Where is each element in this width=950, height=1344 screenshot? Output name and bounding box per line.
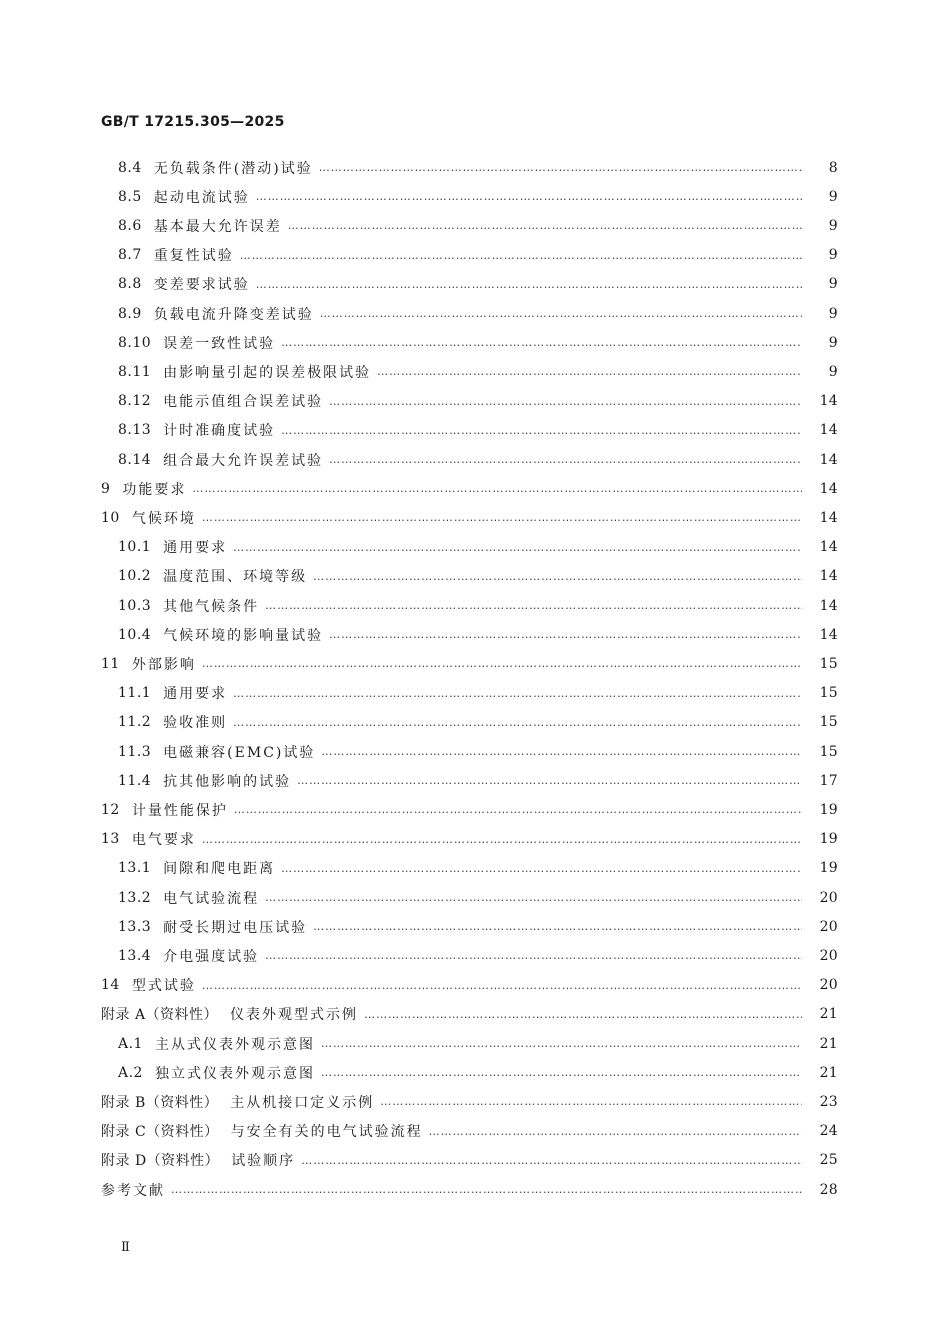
toc-entry-title: 试验顺序: [231, 1153, 296, 1170]
toc-entry-page: 9: [828, 188, 838, 205]
toc-entry-number: 附录 B（资料性）: [101, 1094, 219, 1111]
toc-entry-title: 外部影响: [131, 656, 196, 673]
toc-entry[interactable]: [0, 270, 838, 299]
toc-entry[interactable]: [0, 708, 838, 737]
toc-entry-title: 电气试验流程: [163, 890, 260, 907]
toc-entry-page: 15: [819, 655, 838, 672]
toc-entry-title: 基本最大允许误差: [153, 218, 282, 235]
toc-entry[interactable]: [0, 1000, 838, 1029]
toc-entry-number: 10: [101, 509, 120, 526]
toc-entry-page: 21: [819, 1035, 838, 1052]
toc-entry-page: 14: [819, 422, 838, 439]
toc-entry-page: 19: [819, 831, 838, 848]
toc-entry-number: 8.11: [118, 363, 152, 380]
toc-entry-number: 8.14: [118, 451, 152, 468]
toc-entry[interactable]: [0, 854, 838, 883]
toc-entry-title: 其他气候条件: [163, 598, 260, 615]
toc-entry[interactable]: [0, 1175, 838, 1204]
toc-entry-title: 气候环境: [131, 510, 196, 527]
toc-leader-dots: [265, 599, 802, 612]
toc-entry-page: 14: [819, 480, 838, 497]
toc-entry-number: 11.4: [118, 772, 152, 789]
toc-entry-title: 计量性能保护: [131, 802, 228, 819]
toc-entry-number: 11.2: [118, 714, 152, 731]
toc-entry-title: 计时准确度试验: [163, 423, 276, 440]
toc-entry-title: 误差一致性试验: [163, 335, 276, 352]
toc-leader-dots: [265, 949, 802, 962]
toc-entry-page: 20: [819, 918, 838, 935]
toc-leader-dots: [234, 803, 802, 816]
toc-entry-page: 9: [828, 363, 838, 380]
toc-entry[interactable]: [0, 153, 838, 182]
toc-entry[interactable]: [0, 562, 838, 591]
toc-entry-number: 13: [101, 831, 120, 848]
toc-entry-page: 9: [828, 217, 838, 234]
toc-leader-dots: [288, 219, 802, 232]
toc-entry[interactable]: [0, 649, 838, 678]
toc-leader-dots: [319, 161, 802, 174]
toc-entry-number: 8.7: [118, 247, 142, 264]
toc-entry-title: 无负载条件(潜动)试验: [153, 160, 313, 177]
toc-entry-page: 15: [819, 685, 838, 702]
toc-entry-number: 10.2: [118, 568, 152, 585]
toc-leader-dots: [202, 979, 802, 992]
toc-entry[interactable]: [0, 1146, 838, 1175]
toc-entry[interactable]: [0, 1058, 838, 1087]
toc-entry[interactable]: [0, 503, 838, 532]
toc-entry-number: 13.2: [118, 889, 152, 906]
toc-entry-page: 24: [819, 1123, 838, 1140]
toc-entry[interactable]: [0, 737, 838, 766]
toc-entry-number: 8.10: [118, 334, 152, 351]
toc-leader-dots: [171, 1183, 802, 1196]
toc-entry-number: 11.1: [118, 685, 152, 702]
toc-entry-title: 重复性试验: [153, 248, 234, 265]
toc-entry[interactable]: [0, 766, 838, 795]
toc-entry[interactable]: [0, 299, 838, 328]
toc-entry-page: 20: [819, 889, 838, 906]
toc-entry-number: 8.4: [118, 159, 142, 176]
toc-entry-page: 14: [819, 451, 838, 468]
toc-entry-number: 附录 D（资料性）: [101, 1153, 220, 1170]
toc-entry-page: 9: [828, 334, 838, 351]
toc-entry-title: 功能要求: [122, 481, 187, 498]
toc-entry[interactable]: [0, 1117, 838, 1146]
page-number: Ⅱ: [121, 1240, 130, 1255]
toc-leader-dots: [320, 307, 802, 320]
toc-entry-title: 间隙和爬电距离: [163, 861, 276, 878]
toc-leader-dots: [321, 745, 802, 758]
toc-leader-dots: [321, 1066, 802, 1079]
toc-entry-page: 25: [819, 1152, 838, 1169]
toc-entry-number: 12: [101, 801, 120, 818]
toc-entry-page: 21: [819, 1006, 838, 1023]
toc-entry-title: 气候环境的影响量试验: [163, 627, 324, 644]
toc-entry[interactable]: [0, 211, 838, 240]
toc-entry-page: 8: [828, 159, 838, 176]
toc-entry-number: 附录 A（资料性）: [101, 1007, 219, 1024]
toc-entry-page: 14: [819, 568, 838, 585]
toc-leader-dots: [256, 190, 802, 203]
toc-leader-dots: [281, 862, 802, 875]
toc-entry-title: 组合最大允许误差试验: [163, 452, 324, 469]
toc-entry-title: 介电强度试验: [163, 948, 260, 965]
toc-leader-dots: [233, 541, 802, 554]
toc-entry-title: 通用要求: [163, 686, 228, 703]
toc-entry-number: 13.1: [118, 860, 152, 877]
toc-entry-title: 通用要求: [163, 540, 228, 557]
standard-code: GB/T 17215.305—2025: [101, 114, 285, 130]
toc-entry[interactable]: [0, 474, 838, 503]
toc-entry[interactable]: [0, 795, 838, 824]
toc-entry-page: 23: [819, 1093, 838, 1110]
toc-entry[interactable]: [0, 971, 838, 1000]
toc-entry-page: 14: [819, 626, 838, 643]
toc-leader-dots: [329, 628, 802, 641]
toc-entry[interactable]: [0, 912, 838, 941]
toc-leader-dots: [321, 1037, 802, 1050]
toc-leader-dots: [265, 891, 802, 904]
toc-leader-dots: [301, 1154, 802, 1167]
toc-entry-number: 13.4: [118, 947, 152, 964]
toc-leader-dots: [256, 278, 802, 291]
toc-entry-page: 20: [819, 947, 838, 964]
toc-leader-dots: [329, 395, 802, 408]
toc-leader-dots: [202, 833, 802, 846]
toc-entry-page: 14: [819, 597, 838, 614]
toc-entry[interactable]: [0, 1029, 838, 1058]
toc-entry-title: 参考文献: [101, 1182, 165, 1199]
toc-entry-number: 14: [101, 977, 120, 994]
toc-entry-number: 11: [101, 655, 120, 672]
toc-leader-dots: [313, 920, 802, 933]
toc-entry-title: 主从机接口定义示例: [230, 1094, 375, 1111]
toc-entry-number: 8.13: [118, 422, 152, 439]
toc-entry-page: 19: [819, 860, 838, 877]
toc-entry-title: 验收准则: [163, 715, 228, 732]
toc-entry[interactable]: [0, 533, 838, 562]
toc-entry[interactable]: [0, 591, 838, 620]
toc-entry-title: 电磁兼容(EMC)试验: [163, 744, 316, 761]
toc-entry[interactable]: [0, 1087, 838, 1116]
toc-entry-number: 10.1: [118, 539, 152, 556]
toc-leader-dots: [233, 716, 802, 729]
toc-entry[interactable]: [0, 416, 838, 445]
toc-leader-dots: [240, 249, 802, 262]
toc-entry-title: 型式试验: [131, 978, 196, 995]
toc-leader-dots: [192, 482, 802, 495]
toc-entry[interactable]: [0, 941, 838, 970]
toc-entry-title: 电气要求: [131, 832, 196, 849]
toc-leader-dots: [202, 511, 802, 524]
toc-entry-title: 耐受长期过电压试验: [163, 919, 308, 936]
toc-entry-title: 与安全有关的电气试验流程: [230, 1124, 423, 1141]
toc-entry-title: 由影响量引起的误差极限试验: [163, 364, 372, 381]
toc-entry-page: 28: [819, 1181, 838, 1198]
toc-entry-title: 电能示值组合误差试验: [163, 394, 324, 411]
toc-leader-dots: [377, 365, 802, 378]
toc-entry-title: 负载电流升降变差试验: [153, 306, 314, 323]
toc-entry[interactable]: [0, 620, 838, 649]
toc-entry-number: 附录 C（资料性）: [101, 1124, 219, 1141]
toc-entry-number: 8.9: [118, 305, 142, 322]
toc-entry-number: 13.3: [118, 918, 152, 935]
toc-entry-page: 9: [828, 276, 838, 293]
toc-entry-number: 8.6: [118, 217, 142, 234]
toc-entry-page: 20: [819, 977, 838, 994]
toc-entry-page: 17: [819, 772, 838, 789]
toc-entry-number: 9: [101, 480, 111, 497]
toc-entry-page: 19: [819, 801, 838, 818]
toc-entry-number: 10.3: [118, 597, 152, 614]
toc-leader-dots: [297, 774, 802, 787]
toc-entry[interactable]: [0, 241, 838, 270]
toc-entry-page: 14: [819, 539, 838, 556]
toc-entry-number: 10.4: [118, 626, 152, 643]
toc-leader-dots: [429, 1125, 802, 1138]
toc-entry-title: 抗其他影响的试验: [163, 773, 292, 790]
toc-entry-number: A.2: [118, 1064, 143, 1081]
toc-leader-dots: [364, 1008, 802, 1021]
toc-entry[interactable]: [0, 387, 838, 416]
toc-leader-dots: [233, 687, 802, 700]
toc-entry[interactable]: [0, 825, 838, 854]
toc-entry[interactable]: [0, 883, 838, 912]
toc-leader-dots: [281, 336, 802, 349]
toc-entry-title: 主从式仪表外观示意图: [154, 1036, 315, 1053]
toc-entry[interactable]: [0, 679, 838, 708]
toc-leader-dots: [329, 453, 802, 466]
toc-entry[interactable]: [0, 182, 838, 211]
toc-entry-number: 8.5: [118, 188, 142, 205]
toc-entry-page: 14: [819, 509, 838, 526]
toc-leader-dots: [380, 1095, 802, 1108]
toc-entry-title: 温度范围、环境等级: [163, 569, 308, 586]
toc-entry-number: 8.12: [118, 393, 152, 410]
toc-entry-page: 21: [819, 1064, 838, 1081]
toc-entry[interactable]: [0, 357, 838, 386]
toc-entry-number: 11.3: [118, 743, 152, 760]
toc-entry-page: 9: [828, 305, 838, 322]
toc-entry-page: 15: [819, 743, 838, 760]
toc-entry-title: 变差要求试验: [153, 277, 250, 294]
toc-entry-title: 独立式仪表外观示意图: [154, 1065, 315, 1082]
toc-leader-dots: [313, 570, 802, 583]
toc-leader-dots: [281, 424, 802, 437]
toc-entry-number: A.1: [118, 1035, 143, 1052]
toc-entry[interactable]: [0, 328, 838, 357]
toc-entry-page: 9: [828, 247, 838, 264]
toc-leader-dots: [202, 657, 802, 670]
toc-entry-title: 起动电流试验: [153, 189, 250, 206]
toc-entry[interactable]: [0, 445, 838, 474]
toc-entry-title: 仪表外观型式示例: [230, 1007, 359, 1024]
toc-entry-page: 15: [819, 714, 838, 731]
toc-entry-number: 8.8: [118, 276, 142, 293]
toc-entry-page: 14: [819, 393, 838, 410]
